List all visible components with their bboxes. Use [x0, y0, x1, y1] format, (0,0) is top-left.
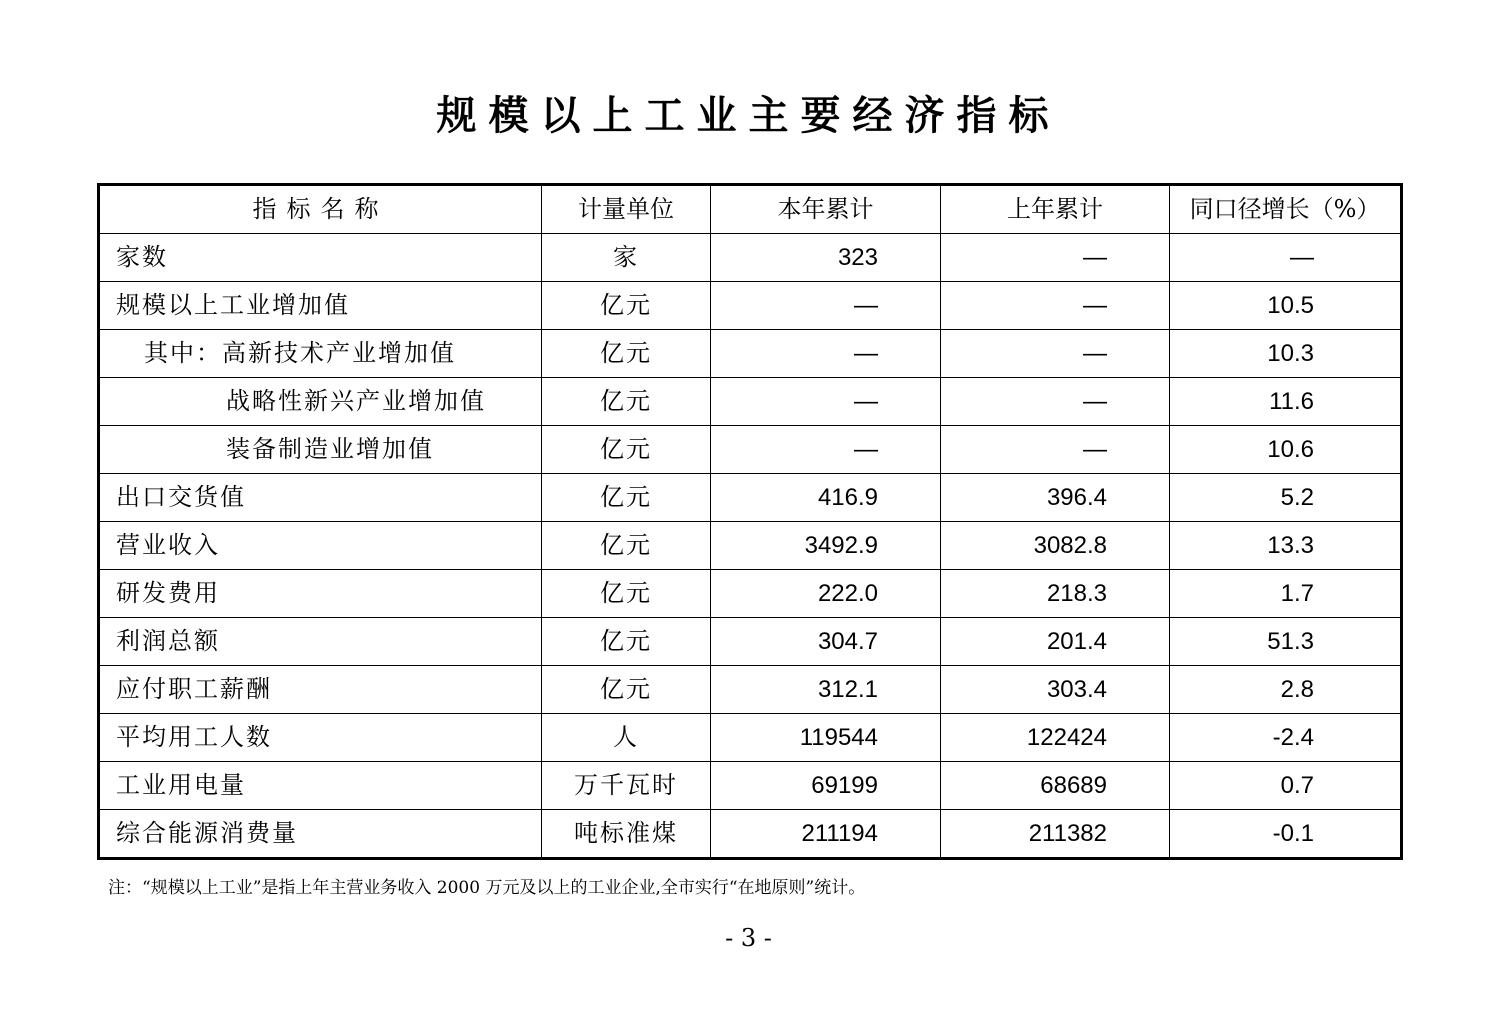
row-name: 其中：高新技术产业增加值	[99, 330, 542, 378]
row-current: 69199	[711, 762, 941, 810]
page-title: 规模以上工业主要经济指标	[436, 93, 1061, 139]
header-unit: 计量单位	[542, 185, 711, 234]
row-unit: 亿元	[542, 666, 711, 714]
row-growth: —	[1170, 234, 1402, 282]
header-growth: 同口径增长（%）	[1170, 185, 1402, 234]
table-row	[99, 666, 1402, 714]
row-growth: -0.1	[1170, 810, 1402, 859]
indicators-table	[97, 183, 1403, 860]
row-unit: 人	[542, 714, 711, 762]
row-current: 416.9	[711, 474, 941, 522]
row-previous: —	[941, 378, 1170, 426]
row-unit: 亿元	[542, 522, 711, 570]
header-indicator-name: 指标名称	[99, 185, 542, 234]
table-row	[99, 810, 1402, 859]
row-current: 3492.9	[711, 522, 941, 570]
row-growth: -2.4	[1170, 714, 1402, 762]
table-row	[99, 714, 1402, 762]
row-unit: 亿元	[542, 378, 711, 426]
row-unit: 亿元	[542, 426, 711, 474]
row-current: —	[711, 378, 941, 426]
row-unit: 亿元	[542, 474, 711, 522]
row-name: 装备制造业增加值	[99, 426, 542, 474]
table-row	[99, 378, 1402, 426]
row-name: 应付职工薪酬	[99, 666, 542, 714]
table-row	[99, 330, 1402, 378]
row-growth: 1.7	[1170, 570, 1402, 618]
header-previous-year: 上年累计	[941, 185, 1170, 234]
footnote: 注：“规模以上工业”是指上年主营业务收入 2000 万元及以上的工业企业,全市实行“在地原则”统计。	[108, 878, 866, 898]
row-name: 战略性新兴产业增加值	[99, 378, 542, 426]
row-name: 工业用电量	[99, 762, 542, 810]
row-name: 利润总额	[99, 618, 542, 666]
row-previous: 396.4	[941, 474, 1170, 522]
row-unit: 亿元	[542, 570, 711, 618]
row-previous: —	[941, 426, 1170, 474]
row-unit: 亿元	[542, 282, 711, 330]
row-growth: 10.5	[1170, 282, 1402, 330]
row-growth: 10.6	[1170, 426, 1402, 474]
row-growth: 11.6	[1170, 378, 1402, 426]
row-name: 平均用工人数	[99, 714, 542, 762]
row-current: —	[711, 330, 941, 378]
row-current: —	[711, 426, 941, 474]
row-current: —	[711, 282, 941, 330]
row-previous: 211382	[941, 810, 1170, 859]
row-current: 222.0	[711, 570, 941, 618]
row-previous: 122424	[941, 714, 1170, 762]
row-unit: 吨标准煤	[542, 810, 711, 859]
row-name: 综合能源消费量	[99, 810, 542, 859]
page-number: - 3 -	[725, 924, 772, 952]
table-row	[99, 522, 1402, 570]
row-name: 出口交货值	[99, 474, 542, 522]
row-unit: 亿元	[542, 618, 711, 666]
row-growth: 2.8	[1170, 666, 1402, 714]
row-growth: 51.3	[1170, 618, 1402, 666]
row-unit: 万千瓦时	[542, 762, 711, 810]
row-growth: 10.3	[1170, 330, 1402, 378]
row-current: 312.1	[711, 666, 941, 714]
row-name: 营业收入	[99, 522, 542, 570]
row-name: 研发费用	[99, 570, 542, 618]
header-current-year: 本年累计	[711, 185, 941, 234]
row-unit: 亿元	[542, 330, 711, 378]
row-growth: 0.7	[1170, 762, 1402, 810]
row-current: 211194	[711, 810, 941, 859]
table-row	[99, 426, 1402, 474]
row-growth: 13.3	[1170, 522, 1402, 570]
row-name: 家数	[99, 234, 542, 282]
row-name: 规模以上工业增加值	[99, 282, 542, 330]
table-row	[99, 474, 1402, 522]
row-current: 323	[711, 234, 941, 282]
table-row	[99, 570, 1402, 618]
row-previous: 68689	[941, 762, 1170, 810]
row-previous: 303.4	[941, 666, 1170, 714]
row-previous: —	[941, 330, 1170, 378]
table-row	[99, 282, 1402, 330]
table-row	[99, 234, 1402, 282]
row-previous: 3082.8	[941, 522, 1170, 570]
row-previous: 201.4	[941, 618, 1170, 666]
row-current: 304.7	[711, 618, 941, 666]
row-previous: 218.3	[941, 570, 1170, 618]
table-header-row	[99, 185, 1402, 234]
table-row	[99, 618, 1402, 666]
row-growth: 5.2	[1170, 474, 1402, 522]
table-row	[99, 762, 1402, 810]
row-current: 119544	[711, 714, 941, 762]
row-previous: —	[941, 234, 1170, 282]
row-previous: —	[941, 282, 1170, 330]
row-unit: 家	[542, 234, 711, 282]
